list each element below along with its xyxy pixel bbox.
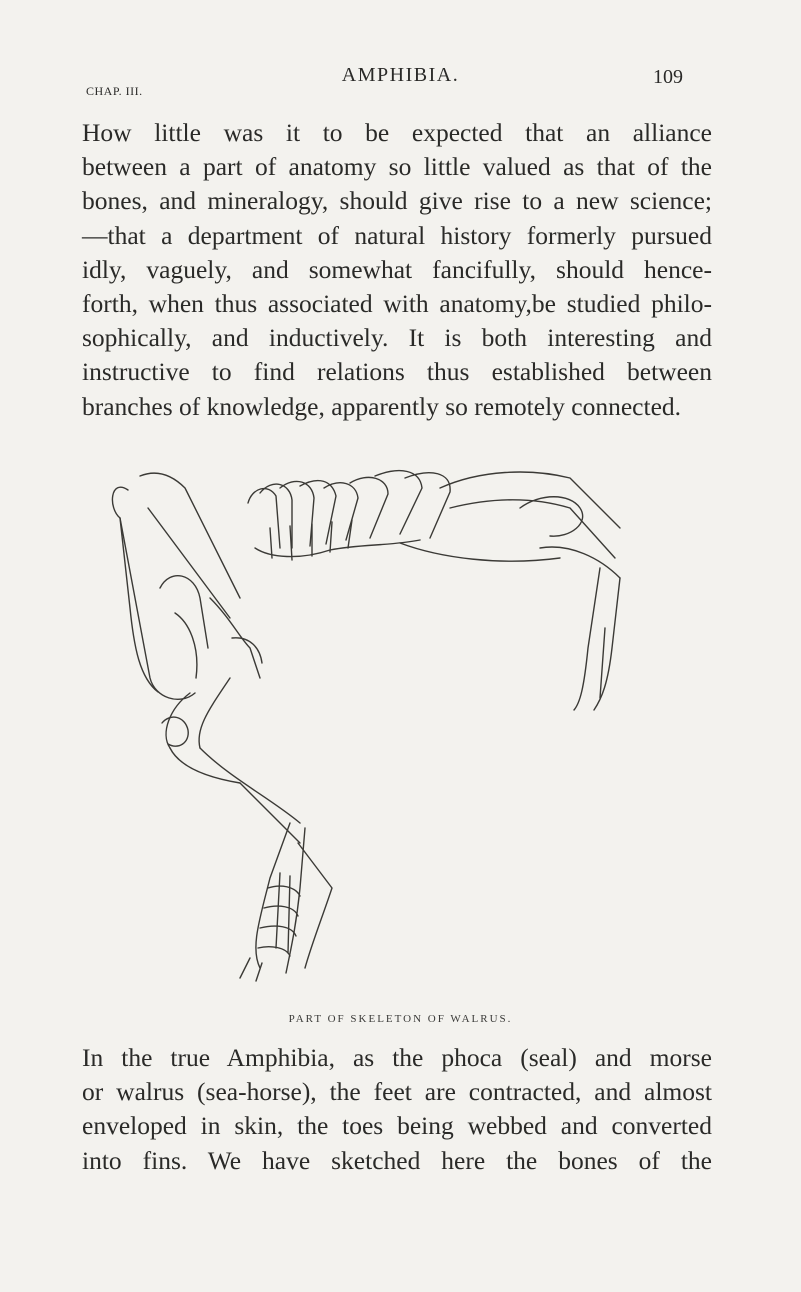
text-line: enveloped in skin, the toes being webbed and converted (82, 1111, 712, 1141)
figure-caption: PART OF SKELETON OF WALRUS. (288, 1013, 513, 1025)
text-line: How little was it to be expected that an alliance (82, 118, 712, 147)
text-line: branches of knowledge, apparently so remotely connected. (82, 391, 682, 421)
text-line: In the true Amphibia, as the phoca (seal) and morse (82, 1043, 712, 1072)
text-line: between a part of anatomy so little valued as that of the (82, 152, 712, 182)
page-number: 109 (653, 66, 683, 88)
text-line: sophically, and inductively. It is both interesting and (82, 323, 712, 353)
paragraph-upper (82, 116, 712, 424)
running-title: AMPHIBIA. (341, 64, 460, 86)
chapter-label: CHAP. III. (86, 84, 143, 98)
text-line: into fins. We have sketched here the bones of the (82, 1145, 712, 1175)
text-line: forth, when thus associated with anatomy,be studied philo- (82, 289, 712, 319)
walrus-skeleton-illustration (100, 448, 660, 983)
text-line: or walrus (sea-horse), the feet are contracted, and almost (82, 1077, 712, 1107)
text-line: instructive to find relations thus established between (82, 357, 712, 387)
paragraph-lower (82, 1041, 712, 1178)
text-line: bones, and mineralogy, should give rise to a new science; (82, 186, 712, 216)
text-line: idly, vaguely, and somewhat fancifully, should hence- (82, 254, 712, 284)
running-header (0, 62, 801, 102)
text-line: —that a department of natural history formerly pursued (82, 220, 712, 250)
